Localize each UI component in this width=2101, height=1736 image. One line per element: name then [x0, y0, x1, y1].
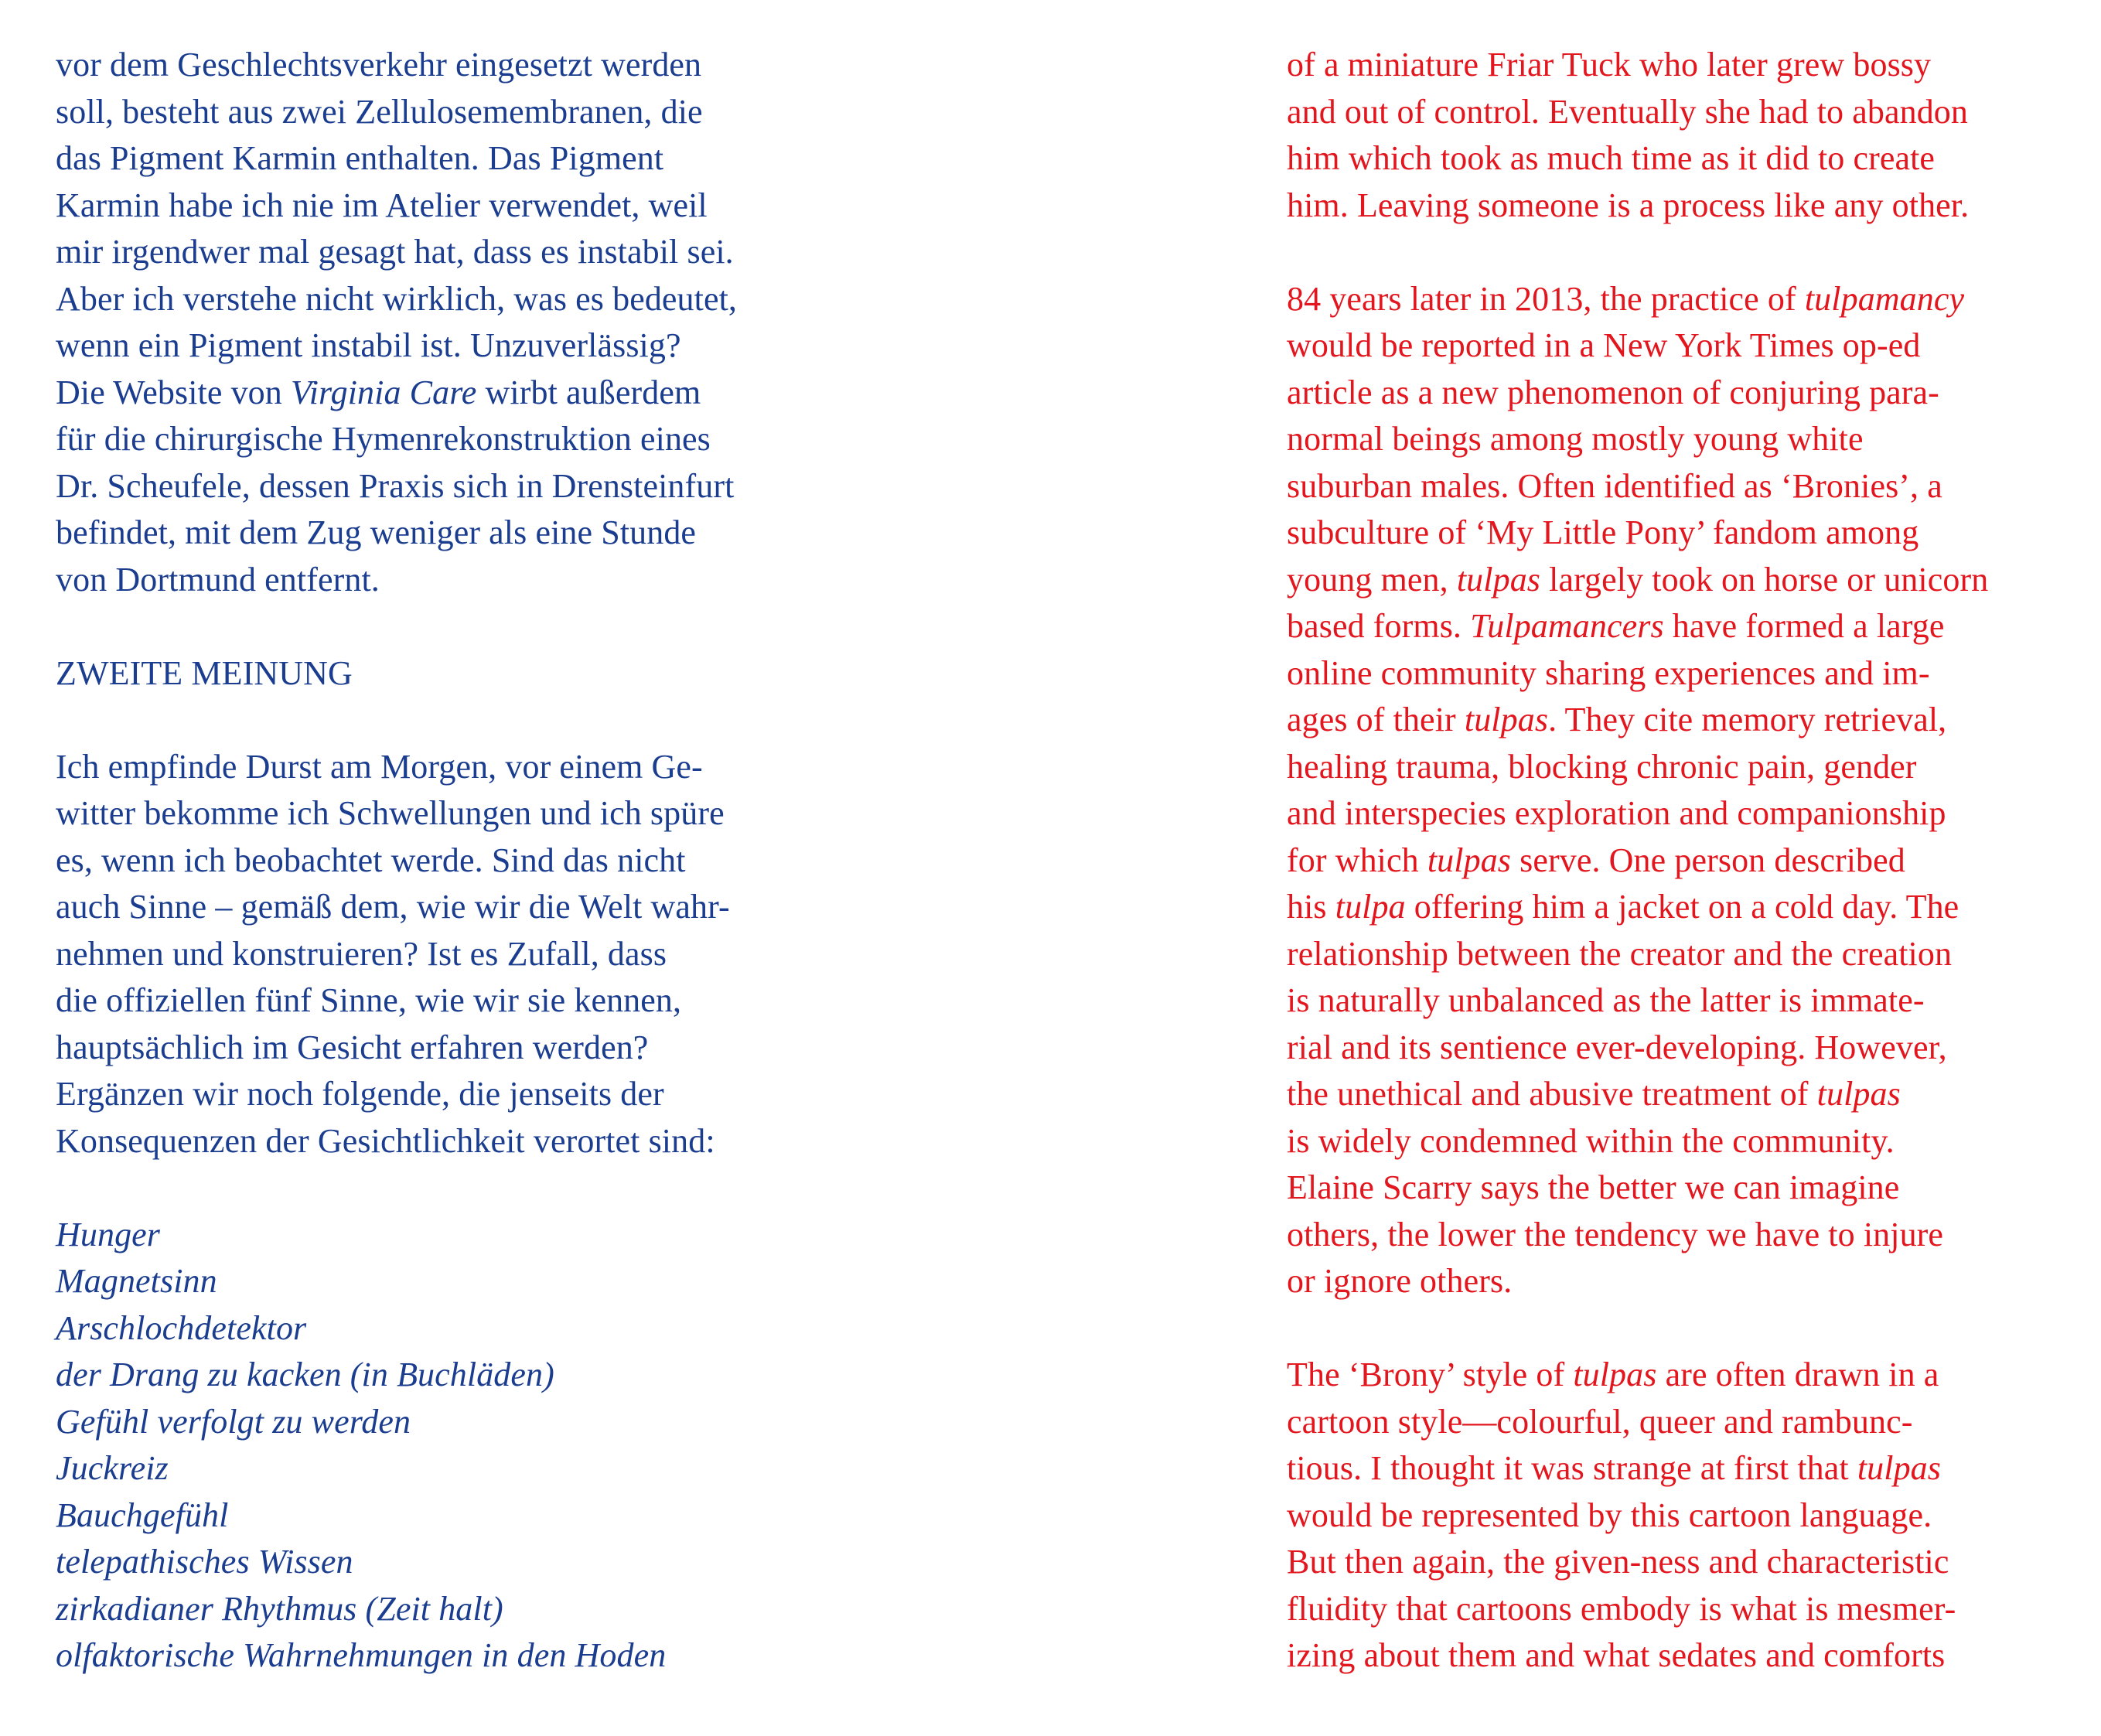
text-line: mir irgendwer mal gesagt hat, dass es instabil sei. [56, 233, 734, 271]
text-line: and out of control. Eventually she had to abandon [1287, 92, 1969, 131]
text-line [1287, 276, 2060, 323]
text-line: Dr. Scheufele, dessen Praxis sich in Drensteinfurt [56, 466, 735, 505]
list-item: Magnetsinn [56, 1262, 217, 1300]
text-line: izing about them and what sedates and comforts [1287, 1636, 1946, 1674]
list-item: Juckreiz [56, 1449, 169, 1487]
text-run: The ‘Brony’ style of [1287, 1356, 1574, 1393]
italic-term: Tulpamancers [1470, 607, 1664, 645]
text-run: . They cite memory retrieval, [1548, 701, 1947, 738]
text-line: or ignore others. [1287, 1262, 1513, 1300]
text-run: have formed a large [1663, 607, 1945, 645]
text-run: offering him a jacket on a cold day. The [1405, 888, 1959, 926]
text-run: his [1287, 888, 1335, 926]
text-line: suburban males. Often identified as ‘Bronies’, a [1287, 466, 1942, 505]
italic-term: tulpa [1335, 888, 1406, 926]
italic-term: Virginia Care [290, 373, 477, 411]
text-line: cartoon style—colourful, queer and rambunc- [1287, 1402, 1913, 1441]
list-item: der Drang zu kacken (in Buchläden) [56, 1356, 554, 1393]
left-text-column [56, 42, 829, 1680]
text-line: es, wenn ich beobachtet werde. Sind das nicht [56, 841, 686, 879]
text-line: him which took as much time as it did to create [1287, 139, 1936, 177]
text-line [1287, 1445, 2060, 1492]
text-line: Konsequenzen der Gesichtlichkeit verortet sind: [56, 1121, 715, 1160]
text-line: auch Sinne – gemäß dem, wie wir die Welt wahr- [56, 888, 730, 926]
list-item: zirkadianer Rhythmus (Zeit halt) [56, 1589, 503, 1628]
text-line: für die chirurgische Hymenrekonstruktion eines [56, 420, 711, 458]
list-item: Arschlochdetektor [56, 1308, 307, 1347]
text-line: die offiziellen fünf Sinne, wie wir sie kennen, [56, 981, 682, 1019]
right-text-column [1287, 42, 2060, 1680]
text-line: wenn ein Pigment instabil ist. Unzuverlässig? [56, 326, 681, 364]
text-line: normal beings among mostly young white [1287, 420, 1864, 458]
paragraph-gap [1287, 1305, 2060, 1352]
text-line: is widely condemned within the community. [1287, 1121, 1895, 1160]
text-line: fluidity that cartoons embody is what is mesmer- [1287, 1589, 1956, 1628]
text-line: Karmin habe ich nie im Atelier verwendet, weil [56, 186, 708, 224]
text-line: subculture of ‘My Little Pony’ fandom among [1287, 513, 1919, 551]
paragraph-gap [56, 1165, 829, 1212]
text-line [1287, 603, 2060, 650]
text-line: is naturally unbalanced as the latter is immate- [1287, 981, 1925, 1019]
italic-term: tulpas [1456, 560, 1541, 599]
text-line: online community sharing experiences and im- [1287, 653, 1930, 692]
paragraph-gap [56, 603, 829, 650]
text-line: would be represented by this cartoon language. [1287, 1496, 1932, 1534]
text-line: article as a new phenomenon of conjuring para- [1287, 373, 1939, 411]
text-run: 84 years later in 2013, the practice of [1287, 279, 1805, 318]
text-line: would be reported in a New York Times op-ed [1287, 326, 1921, 364]
text-run: largely took on horse or unicorn [1540, 560, 1989, 599]
text-run: tious. I thought it was strange at first that [1287, 1449, 1857, 1487]
text-line: witter bekomme ich Schwellungen und ich spüre [56, 794, 725, 832]
text-line [1287, 837, 2060, 885]
text-run: young men, [1287, 560, 1457, 599]
text-run: are often drawn in a [1656, 1356, 1939, 1393]
text-line: soll, besteht aus zwei Zellulosemembranen, die [56, 92, 703, 131]
italic-term: tulpas [1573, 1356, 1657, 1393]
italic-term: tulpas [1464, 701, 1549, 738]
list-item: Gefühl verfolgt zu werden [56, 1402, 411, 1441]
text-run: the unethical and abusive treatment of [1287, 1075, 1817, 1113]
section-heading: ZWEITE MEINUNG [56, 653, 353, 692]
text-line: of a miniature Friar Tuck who later grew bossy [1287, 46, 1932, 84]
text-run: serve. One person described [1511, 841, 1905, 879]
text-line: Ergänzen wir noch folgende, die jenseits der [56, 1075, 664, 1113]
text-line: Elaine Scarry says the better we can imagine [1287, 1168, 1900, 1206]
text-run: based forms. [1287, 607, 1471, 645]
italic-term: tulpamancy [1804, 279, 1965, 318]
paragraph-gap [56, 697, 829, 744]
text-line: vor dem Geschlechtsverkehr eingesetzt werden [56, 46, 702, 84]
text-line: von Dortmund entfernt. [56, 560, 380, 599]
left-page [0, 0, 1050, 1736]
text-line: rial and its sentience ever-developing. However, [1287, 1028, 1947, 1066]
text-line: relationship between the creator and the creation [1287, 934, 1953, 973]
text-line: others, the lower the tendency we have to injure [1287, 1215, 1944, 1253]
text-line: nehmen und konstruieren? Ist es Zufall, dass [56, 934, 667, 973]
italic-term: tulpas [1857, 1449, 1942, 1487]
text-line [1287, 884, 2060, 931]
text-line [1287, 697, 2060, 744]
text-line: and interspecies exploration and companionship [1287, 794, 1946, 832]
text-line: hauptsächlich im Gesicht erfahren werden? [56, 1028, 649, 1066]
text-run: Die Website von [56, 373, 291, 411]
paragraph-gap [1287, 229, 2060, 276]
text-line: But then again, the given-ness and characteristic [1287, 1543, 1949, 1581]
text-run: ages of their [1287, 701, 1465, 738]
text-run: wirbt außerdem [476, 373, 701, 411]
text-line: healing trauma, blocking chronic pain, gender [1287, 747, 1917, 786]
text-line: befindet, mit dem Zug weniger als eine Stunde [56, 513, 697, 551]
text-line: Aber ich verstehe nicht wirklich, was es bedeutet, [56, 279, 738, 318]
italic-term: tulpas [1816, 1075, 1901, 1113]
text-line: das Pigment Karmin enthalten. Das Pigment [56, 139, 664, 177]
list-item: olfaktorische Wahrnehmungen in den Hoden [56, 1636, 667, 1674]
text-line: him. Leaving someone is a process like any other. [1287, 186, 1970, 224]
list-item: Bauchgefühl [56, 1496, 229, 1534]
text-line [56, 370, 829, 417]
text-line [1287, 1071, 2060, 1118]
italic-term: tulpas [1427, 841, 1512, 879]
text-line [1287, 557, 2060, 604]
text-line: Ich empfinde Durst am Morgen, vor einem Ge- [56, 747, 703, 786]
list-item: Hunger [56, 1215, 161, 1253]
text-run: for which [1287, 841, 1427, 879]
text-line [1287, 1352, 2060, 1399]
list-item: telepathisches Wissen [56, 1543, 353, 1581]
